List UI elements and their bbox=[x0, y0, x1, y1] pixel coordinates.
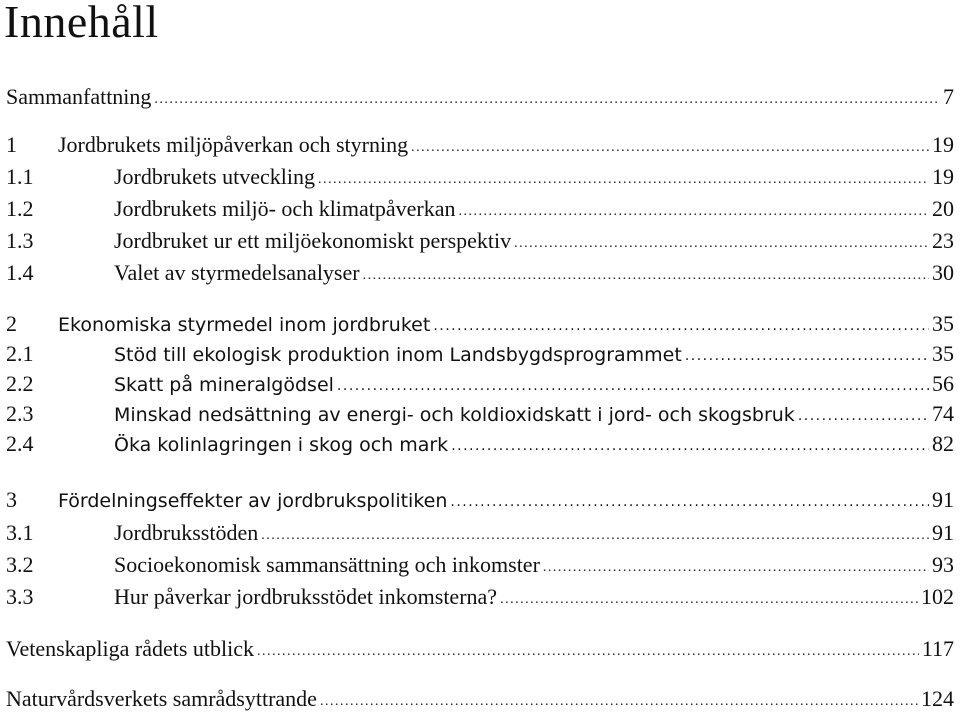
dot-leader bbox=[411, 129, 929, 163]
toc-entry-label: Hur påverkar jordbruksstödet inkomsterna? bbox=[114, 584, 498, 609]
toc-entry-label: Jordbruksstöden bbox=[114, 520, 259, 545]
toc-entry-label: Stöd till ekologisk produktion inom Landsbygdsprogrammet bbox=[114, 344, 682, 366]
dot-leader bbox=[798, 399, 929, 431]
toc-entry-label: Skatt på mineralgödsel bbox=[114, 374, 334, 396]
toc-entry-section-1-1[interactable] bbox=[6, 162, 954, 192]
toc-entry-number: 1.3 bbox=[6, 228, 34, 253]
toc-entry-number: 3.2 bbox=[6, 552, 34, 577]
toc-entry-number: 3 bbox=[6, 487, 17, 512]
dot-leader bbox=[154, 81, 940, 115]
dot-leader bbox=[320, 683, 918, 717]
toc-entry-section-3-1[interactable] bbox=[6, 518, 954, 548]
toc-entry-section-1-3[interactable] bbox=[6, 226, 954, 256]
toc-entry-section-2-1[interactable] bbox=[6, 339, 954, 369]
toc-entry-section-2-4[interactable] bbox=[6, 429, 954, 459]
toc-entry-number: 1.1 bbox=[6, 164, 34, 189]
toc-entry-label: Naturvårdsverkets samrådsyttrande bbox=[6, 686, 317, 711]
dot-leader bbox=[514, 225, 929, 259]
toc-entry-number: 1 bbox=[6, 132, 17, 157]
toc-entry-page: 30 bbox=[932, 260, 954, 285]
toc-entry-section-2-3[interactable] bbox=[6, 399, 954, 429]
dot-leader bbox=[337, 369, 929, 401]
toc-entry-page: 35 bbox=[932, 341, 954, 366]
dot-leader bbox=[459, 193, 929, 227]
toc-entry-page: 91 bbox=[932, 487, 954, 512]
dot-leader bbox=[318, 161, 929, 195]
toc-entry-number: 2 bbox=[6, 311, 17, 336]
toc-entry-label: Fördelningseffekter av jordbrukspolitiken bbox=[58, 490, 448, 512]
toc-entry-chapter-1[interactable] bbox=[6, 130, 954, 160]
toc-entry-page: 91 bbox=[932, 520, 954, 545]
toc-entry-page: 56 bbox=[932, 371, 954, 396]
toc-entry-page: 19 bbox=[932, 132, 954, 157]
toc-entry-page: 23 bbox=[932, 228, 954, 253]
toc-entry-label: Sammanfattning bbox=[6, 84, 152, 109]
dot-leader bbox=[363, 257, 929, 291]
toc-entry-chapter-2[interactable] bbox=[6, 309, 954, 339]
toc-entry-consultation[interactable] bbox=[6, 684, 954, 714]
toc-entry-number: 1.2 bbox=[6, 196, 34, 221]
toc-entry-number: 2.2 bbox=[6, 371, 34, 396]
toc-entry-label: Ekonomiska styrmedel inom jordbruket bbox=[58, 314, 431, 336]
toc-entry-section-2-2[interactable] bbox=[6, 369, 954, 399]
dot-leader bbox=[433, 309, 929, 341]
toc-entry-summary[interactable] bbox=[6, 82, 954, 112]
toc-entry-number: 3.3 bbox=[6, 584, 34, 609]
toc-entry-label: Valet av styrmedelsanalyser bbox=[114, 260, 360, 285]
toc-entry-section-1-2[interactable] bbox=[6, 194, 954, 224]
toc-entry-outlook[interactable] bbox=[6, 634, 954, 664]
toc-entry-label: Jordbruket ur ett miljöekonomiskt perspektiv bbox=[114, 228, 512, 253]
dot-leader bbox=[261, 517, 929, 551]
toc-entry-label: Minskad nedsättning av energi- och koldioxidskatt i jord- och skogsbruk bbox=[114, 404, 795, 426]
page-title: Innehåll bbox=[4, 0, 159, 47]
dot-leader bbox=[451, 429, 929, 461]
dot-leader bbox=[685, 339, 929, 371]
toc-entry-number: 2.1 bbox=[6, 341, 34, 366]
toc-entry-number: 1.4 bbox=[6, 260, 34, 285]
toc-entry-page: 74 bbox=[932, 401, 954, 426]
toc-entry-page: 124 bbox=[921, 686, 954, 711]
dot-leader bbox=[450, 485, 929, 517]
toc-entry-number: 2.3 bbox=[6, 401, 34, 426]
toc-entry-page: 20 bbox=[932, 196, 954, 221]
toc-entry-label: Socioekonomisk sammansättning och inkomster bbox=[114, 552, 540, 577]
dot-leader bbox=[257, 633, 919, 667]
toc-entry-number: 3.1 bbox=[6, 520, 34, 545]
toc-entry-page: 82 bbox=[932, 431, 954, 456]
dot-leader bbox=[543, 549, 929, 583]
toc-entry-label: Öka kolinlagringen i skog och mark bbox=[114, 434, 449, 456]
toc-entry-number: 2.4 bbox=[6, 431, 34, 456]
toc-entry-page: 35 bbox=[932, 311, 954, 336]
toc-entry-page: 7 bbox=[943, 84, 954, 109]
toc-entry-page: 102 bbox=[921, 584, 954, 609]
toc-entry-label: Jordbrukets miljöpåverkan och styrning bbox=[58, 132, 409, 157]
toc-entry-section-1-4[interactable] bbox=[6, 258, 954, 288]
toc-entry-section-3-2[interactable] bbox=[6, 550, 954, 580]
toc-entry-page: 19 bbox=[932, 164, 954, 189]
dot-leader bbox=[500, 581, 918, 615]
toc-entry-chapter-3[interactable] bbox=[6, 485, 954, 515]
toc-entry-label: Vetenskapliga rådets utblick bbox=[6, 636, 255, 661]
toc-entry-page: 93 bbox=[932, 552, 954, 577]
toc-entry-section-3-3[interactable] bbox=[6, 582, 954, 612]
toc-entry-label: Jordbrukets utveckling bbox=[114, 164, 316, 189]
toc-entry-page: 117 bbox=[921, 636, 954, 661]
toc-entry-label: Jordbrukets miljö- och klimatpåverkan bbox=[114, 196, 456, 221]
